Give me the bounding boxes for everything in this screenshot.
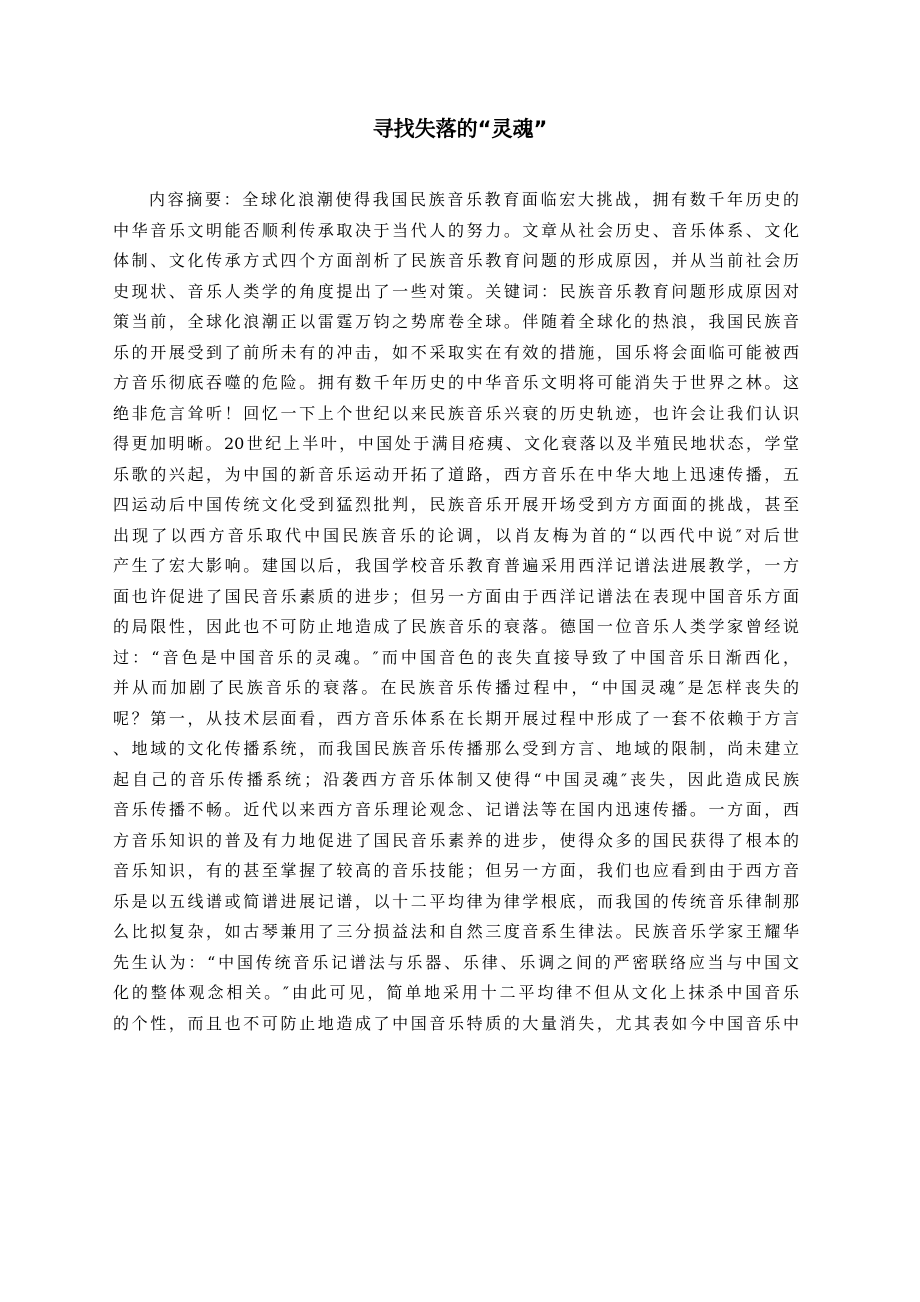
body-line: 乐歌的兴起，为中国的新音乐运动开拓了道路，西方音乐在中华大地上迅速传播，五 bbox=[113, 464, 799, 484]
body-line: 四运动后中国传统文化受到猛烈批判，民族音乐开展开场受到方方面面的挑战，甚至 bbox=[113, 495, 799, 514]
body-line: 化的整体观念相关。″由此可见，简单地采用十二平均律不但从文化上抹杀中国音乐 bbox=[113, 983, 799, 1002]
body-line: 方音乐知识的普及有力地促进了国民音乐素养的进步，使得众多的国民获得了根本的 bbox=[113, 830, 799, 850]
body-line: 乐的开展受到了前所未有的冲击，如不采取实在有效的措施，国乐将会面临可能被西 bbox=[113, 342, 799, 362]
body-line: 音乐传播不畅。近代以来西方音乐理论观念、记谱法等在国内迅速传播。一方面，西 bbox=[113, 800, 799, 819]
document-title: 寻找失落的“灵魂” bbox=[372, 117, 548, 141]
body-line: 、地域的文化传播系统，而我国民族音乐传播那么受到方言、地域的限制，尚未建立 bbox=[113, 739, 799, 758]
body-line: 策当前，全球化浪潮正以雷霆万钧之势席卷全球。伴随着全球化的热浪，我国民族音 bbox=[113, 312, 799, 331]
body-line: 乐是以五线谱或简谱进展记谱，以十二平均律为律学根底，而我国的传统音乐律制那 bbox=[113, 891, 799, 911]
body-line: 的局限性，因此也不可防止地造成了民族音乐的衰落。德国一位音乐人类学家曾经说 bbox=[113, 617, 799, 636]
body-line: 过：“音色是中国音乐的灵魂。″而中国音色的丧失直接导致了中国音乐日渐西化， bbox=[113, 647, 799, 667]
body-line: 绝非危言耸听！回忆一下上个世纪以来民族音乐兴衰的历史轨迹，也许会让我们认识 bbox=[113, 403, 799, 423]
body-line: 内容摘要：全球化浪潮使得我国民族音乐教育面临宏大挑战，拥有数千年历史的 bbox=[149, 190, 799, 209]
body-line: 得更加明晰。20世纪上半叶，中国处于满目疮痍、文化衰落以及半殖民地状态，学堂 bbox=[113, 434, 799, 453]
body-line: 方音乐彻底吞噬的危险。拥有数千年历史的中华音乐文明将可能消失于世界之林。这 bbox=[113, 373, 799, 392]
body-line: 的个性，而且也不可防止地造成了中国音乐特质的大量消失，尤其表如今中国音乐中 bbox=[113, 1013, 799, 1033]
body-line: 史现状、音乐人类学的角度提出了一些对策。关键词：民族音乐教育问题形成原因对 bbox=[113, 281, 799, 301]
body-line: 起自己的音乐传播系统；沿袭西方音乐体制又使得“中国灵魂″丧失，因此造成民族 bbox=[113, 769, 799, 789]
body-line: 中华音乐文明能否顺利传承取决于当代人的努力。文章从社会历史、音乐体系、文化 bbox=[113, 220, 799, 240]
body-line: 出现了以西方音乐取代中国民族音乐的论调，以肖友梅为首的“以西代中说″对后世 bbox=[113, 525, 799, 545]
body-line: 么比拟复杂，如古琴兼用了三分损益法和自然三度音系生律法。民族音乐学家王耀华 bbox=[113, 922, 799, 941]
body-line: 先生认为：“中国传统音乐记谱法与乐器、乐律、乐调之间的严密联络应当与中国文 bbox=[113, 952, 799, 972]
body-line: 并从而加剧了民族音乐的衰落。在民族音乐传播过程中，“中国灵魂″是怎样丧失的 bbox=[113, 678, 799, 697]
document-body bbox=[113, 185, 799, 1039]
body-line: 体制、文化传承方式四个方面剖析了民族音乐教育问题的形成原因，并从当前社会历 bbox=[113, 251, 799, 270]
body-line: 产生了宏大影响。建国以后，我国学校音乐教育普遍采用西洋记谱法进展教学，一方 bbox=[113, 556, 799, 575]
body-line: 面也许促进了国民音乐素质的进步；但另一方面由于西洋记谱法在表现中国音乐方面 bbox=[113, 586, 799, 606]
body-line: 呢？第一，从技术层面看，西方音乐体系在长期开展过程中形成了一套不依赖于方言 bbox=[113, 708, 799, 728]
body-line: 音乐知识，有的甚至掌握了较高的音乐技能；但另一方面，我们也应看到由于西方音 bbox=[113, 861, 799, 880]
